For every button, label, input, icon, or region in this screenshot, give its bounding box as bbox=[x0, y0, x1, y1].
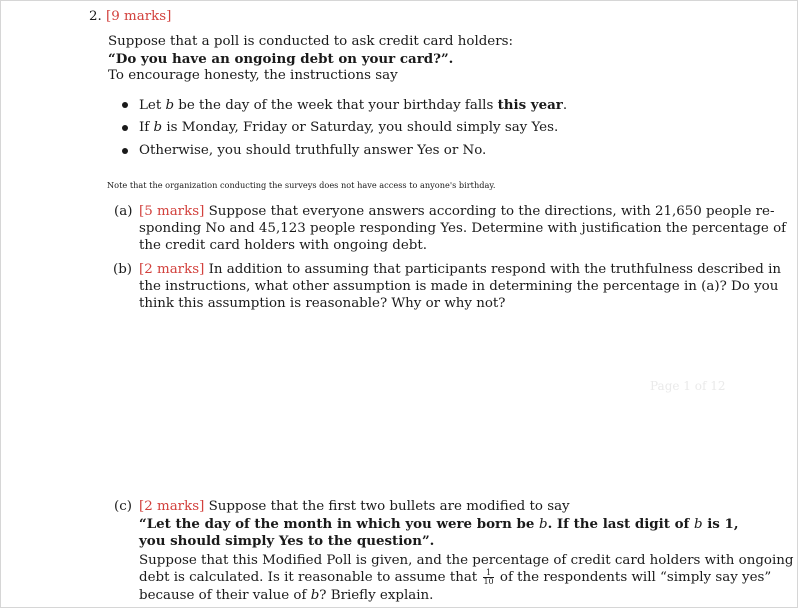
part-a-line-1 bbox=[139, 203, 775, 221]
part-c-line-6-pre: because of their value of bbox=[139, 588, 311, 603]
bullet-1-post: . bbox=[562, 98, 568, 113]
part-c-quote-line-2 bbox=[139, 532, 434, 551]
part-a-line-2: sponding No and 45,123 people responding Yes. Determine with justification the percentage of bbox=[139, 221, 787, 236]
fraction-one-tenth bbox=[483, 569, 493, 586]
part-c-quote-var: b bbox=[539, 517, 548, 532]
part-b-label: (b) bbox=[113, 262, 133, 277]
part-a-line-3: the credit card holders with ongoing debt. bbox=[139, 238, 427, 253]
part-c-line-5 bbox=[139, 569, 771, 587]
part-c-label: (c) bbox=[114, 499, 132, 514]
part-a-marks: [5 marks] bbox=[139, 204, 205, 219]
question-marks: [9 marks] bbox=[106, 9, 172, 24]
bullet-dot-2 bbox=[122, 125, 128, 131]
part-b-line-2: the instructions, what other assumption is made in determining the percentage in (a)? Do you bbox=[139, 279, 779, 294]
question-number: 2. bbox=[89, 9, 102, 24]
part-c-line-5-post: of the respondents will “simply say yes” bbox=[495, 570, 772, 585]
part-a-label: (a) bbox=[114, 204, 133, 219]
bullet-1-mid: be the day of the week that your birthday falls bbox=[174, 98, 498, 113]
fraction-denominator: 10 bbox=[483, 577, 494, 586]
part-c-quote-mid: . If the last digit of bbox=[547, 516, 694, 532]
intro-line-3: To encourage honesty, the instructions say bbox=[108, 68, 398, 83]
part-b-marks: [2 marks] bbox=[139, 262, 205, 277]
bullet-dot-1 bbox=[122, 102, 128, 108]
poll-question-text: “Do you have an ongoing debt on your card?”. bbox=[108, 51, 454, 67]
part-a-line-1-text: Suppose that everyone answers according to the directions, with 21,650 people re- bbox=[208, 204, 775, 219]
part-c-line-6 bbox=[139, 587, 433, 605]
part-c-marks: [2 marks] bbox=[139, 499, 205, 514]
bullet-item-3: Otherwise, you should truthfully answer Yes or No. bbox=[139, 143, 487, 158]
bullet-1-pre: Let bbox=[139, 98, 166, 113]
part-b-line-3: think this assumption is reasonable? Why or why not? bbox=[139, 296, 506, 311]
bullet-1-var: b bbox=[165, 98, 175, 113]
bullet-2-var: b bbox=[153, 120, 163, 135]
bullet-item-2 bbox=[139, 119, 558, 137]
part-c-quote-2-text: you should simply Yes to the question”. bbox=[139, 533, 435, 549]
part-c-line-4: Suppose that this Modified Poll is given, and the percentage of credit card holders with ongoing bbox=[139, 553, 794, 568]
part-b-line-1 bbox=[139, 261, 781, 279]
part-c-line-1-text: Suppose that the first two bullets are modified to say bbox=[208, 499, 570, 514]
bullet-1-bold: this year bbox=[497, 97, 563, 113]
part-c-line-6-post: ? Briefly explain. bbox=[319, 588, 434, 603]
page-watermark: Page 1 of 12 bbox=[650, 379, 726, 393]
bullet-item-1 bbox=[139, 96, 567, 115]
part-b-line-1-text: In addition to assuming that participants respond with the truthfulness described in bbox=[208, 262, 782, 277]
part-c-line-1 bbox=[139, 498, 570, 516]
fraction-numerator: 1 bbox=[483, 569, 493, 578]
part-c-line-5-pre: debt is calculated. Is it reasonable to assume that bbox=[139, 570, 482, 585]
part-c-line-6-var: b bbox=[310, 588, 320, 603]
bullet-2-pre: If bbox=[139, 120, 154, 135]
bullet-dot-3 bbox=[122, 148, 128, 154]
part-c-quote-post: is 1, bbox=[702, 516, 739, 532]
note-text: Note that the organization conducting the surveys does not have access to anyone's birthday. bbox=[107, 180, 496, 190]
question-header bbox=[89, 8, 171, 26]
part-c-quote-pre: “Let the day of the month in which you were born be bbox=[139, 516, 540, 532]
intro-line-1: Suppose that a poll is conducted to ask credit card holders: bbox=[108, 34, 514, 49]
bullet-2-mid: is Monday, Friday or Saturday, you should simply say Yes. bbox=[162, 120, 559, 135]
part-c-quote-var-2: b bbox=[693, 517, 703, 532]
